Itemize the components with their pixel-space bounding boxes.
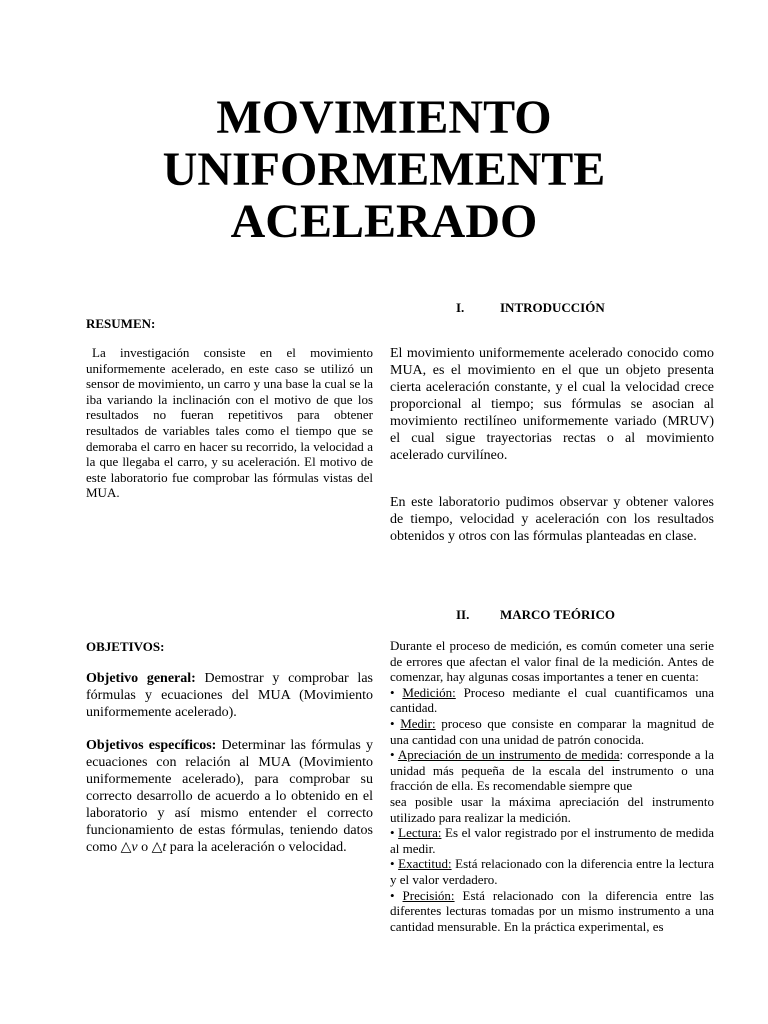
term-lectura: Lectura: [398,825,442,841]
objetivos-especificos-text-b: para la aceleración o velocidad. [166,840,347,855]
section-title: MARCO TEÓRICO [500,607,615,622]
paper-title [0,92,768,248]
objetivo-general [86,670,373,721]
list-item [390,856,714,887]
objetivos-especificos [86,737,373,856]
introduccion-paragraph-1: El movimiento uniformemente acelerado conocido como MUA, es el movimiento en el que un objeto presenta cierta aceleración constante, y el cual la velocidad crece proporcional al tiempo; sus fórmulas se asocian al movimiento rectilíneo uniformemente variado (MRUV) el cual sigue trayectorias rectas o al movimiento acelerado curvilíneo. [390,346,714,463]
resumen-text: La investigación consiste en el movimiento uniformemente acelerado, en este caso se utilizó un sensor de movimiento, un carro y una base la cual se la iba variando la inclinación con el motivo de que los resultados no fueran repetitivos para obtener resultados de variables tales como el tiempo que se demoraba el carro en hacer su recorrido, la velocidad a la que llegaba el carro, y su aceleración. El motivo de este laboratorio fue comprobar las fórmulas vistas del MUA. [86,345,373,501]
list-item [390,685,714,716]
def-medir: proceso que consiste en comparar la magnitud de una cantidad con una unidad de patrón conocida. [390,715,715,747]
section-number: I. [456,300,465,315]
title-line-3: ACELERADO [230,195,538,248]
objetivo-general-text: Demostrar y comprobar las fórmulas y ecuaciones del MUA (Movimiento uniformemente acelerado). [86,671,373,720]
introduccion-paragraph-2: En este laboratorio pudimos observar y obtener valores de tiempo, velocidad y aceleración con los resultados obtenidos y otros con las fórmulas planteadas en clase. [390,495,714,544]
continuation-text: sea posible usar la máxima apreciación del instrumento utilizado para realizar la medición. [390,793,714,825]
title-line-1: MOVIMIENTO [216,91,552,144]
bullet-icon: • [390,684,395,700]
term-medicion: Medición: [402,684,456,700]
section-marco-heading [456,607,615,623]
list-item [390,888,714,935]
section-title: INTRODUCCIÓN [500,300,605,315]
list-item [390,747,714,794]
bullet-icon: • [390,825,395,841]
marco-intro: Durante el proceso de medición, es común cometer una serie de errores que afectan el valor final de la medición. Antes de comenzar, hay algunas cosas importantes a tener en cuenta: [390,638,714,685]
term-apreciacion: Apreciación de un instrumento de medida [397,747,620,763]
bullet-icon: • [390,856,395,872]
delta-t-symbol: △t [151,840,167,855]
list-item [390,825,714,856]
bullet-icon: • [390,887,395,903]
section-introduccion-heading [456,300,605,316]
list-item [390,716,714,747]
delta-v-symbol: △v [120,840,138,855]
section-number: II. [456,607,470,622]
bullet-icon: • [390,747,395,763]
conj-text: o [137,840,152,855]
def-precision: Está relacionado con la diferencia entre las diferentes lecturas tomadas por un mismo instrumento a una cantidad mensurable. En la práctica experimental, es [390,887,714,934]
marco-body [390,638,714,934]
def-apreciacion: : corresponde a la unidad más pequeña de la escala del instrumento o una fracción de ella. Es recomendable siempre que [390,747,714,794]
objetivo-general-label: Objetivo general: [86,671,196,686]
term-precision: Precisión: [402,887,455,903]
objetivos-especificos-text-a: Determinar las fórmulas y ecuaciones con relación al MUA (Movimiento uniformemente acelerado), para comprobar su correcto desarrollo de acuerdo a lo obtenido en el laboratorio y así mismo entender el correcto funcionamiento de estas fórmulas, teniendo datos como [86,738,373,855]
def-exactitud: Está relacionado con la diferencia entre la lectura y el valor verdadero. [390,856,715,887]
term-medir: Medir: [400,715,436,731]
def-lectura: Es el valor registrado por el instrumento de medida al medir. [390,825,714,856]
bullet-icon: • [390,715,395,731]
title-line-2: UNIFORMEMENTE [162,143,606,196]
def-medicion: Proceso mediante el cual cuantificamos una cantidad. [390,684,714,716]
resumen-heading: RESUMEN: [86,316,156,331]
term-exactitud: Exactitud: [398,856,452,872]
objetivos-heading: OBJETIVOS: [86,639,165,654]
objetivos-especificos-label: Objetivos específicos: [86,738,217,753]
